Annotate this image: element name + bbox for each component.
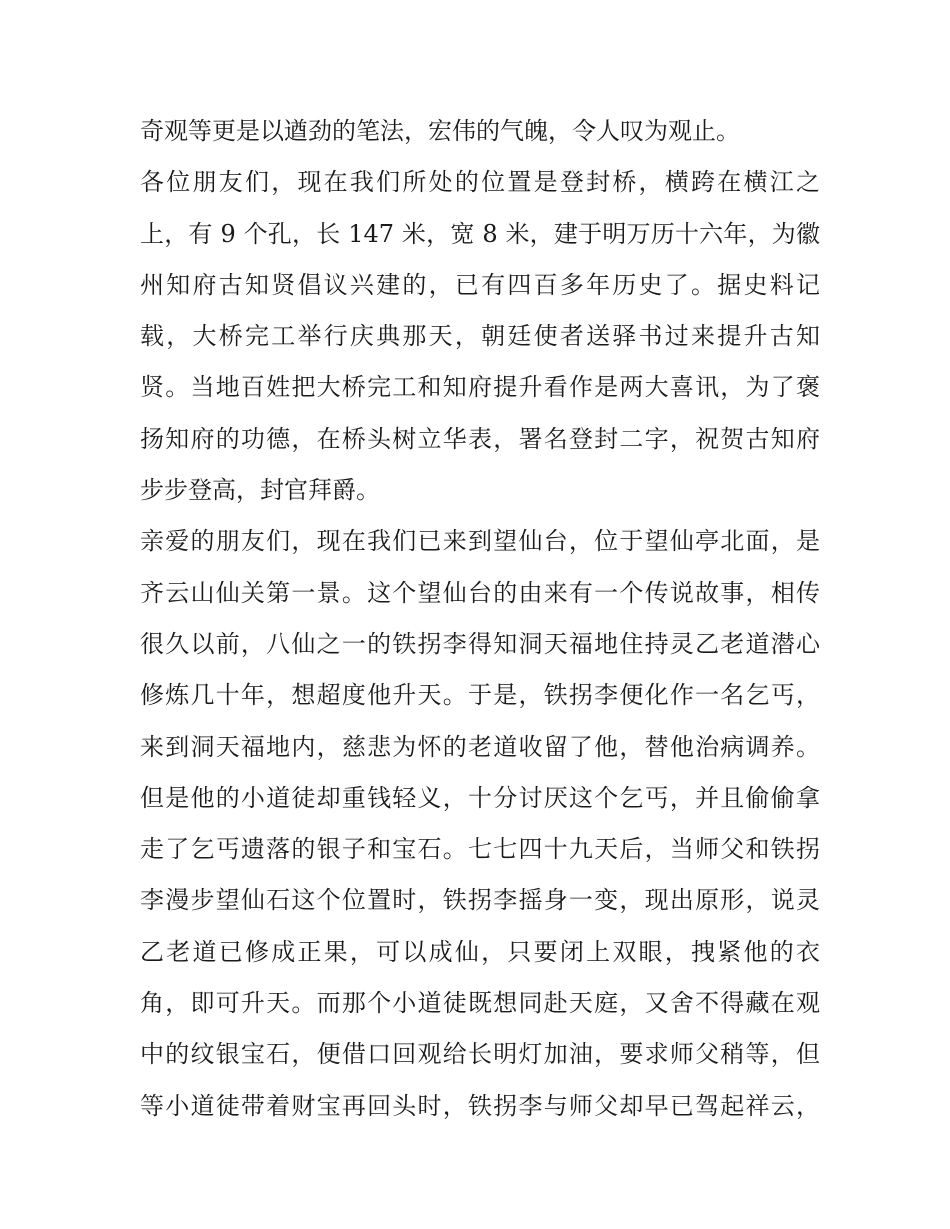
text-line: 等小道徒带着财宝再回头时，铁拐李与师父却早已驾起祥云，: [140, 1091, 820, 1120]
text-line: 走了乞丐遗落的银子和宝石。七七四十九天后，当师父和铁拐: [140, 835, 820, 864]
text-line: 步步登高，封官拜爵。: [140, 476, 380, 505]
text-line: 各位朋友们，现在我们所处的位置是登封桥，横跨在横江之: [140, 168, 820, 197]
body-text: [140, 109, 820, 1135]
text-line: 修炼几十年，想超度他升天。于是，铁拐李便化作一名乞丐，: [140, 681, 820, 710]
text-line: 上，有 9 个孔，长 147 米，宽 8 米，建于明万历十六年，为徽: [140, 219, 820, 248]
text-line: 角，即可升天。而那个小道徒既想同赴天庭，又舍不得藏在观: [140, 989, 820, 1018]
text-line: 李漫步望仙石这个位置时，铁拐李摇身一变，现出原形，说灵: [140, 886, 820, 915]
text-line: 载，大桥完工举行庆典那天，朝廷使者送驿书过来提升古知: [140, 322, 820, 351]
text-line: 齐云山仙关第一景。这个望仙台的由来有一个传说故事，相传: [140, 578, 820, 607]
text-line: 奇观等更是以遒劲的笔法，宏伟的气魄，令人叹为观止。: [140, 117, 740, 145]
text-line: 很久以前，八仙之一的铁拐李得知洞天福地住持灵乙老道潜心: [140, 629, 820, 658]
text-line: 来到洞天福地内，慈悲为怀的老道收留了他，替他治病调养。: [140, 732, 820, 761]
text-line: 乙老道已修成正果，可以成仙，只要闭上双眼，拽紧他的衣: [140, 937, 820, 966]
text-line: 亲爱的朋友们，现在我们已来到望仙台，位于望仙亭北面，是: [140, 527, 820, 556]
text-line: 扬知府的功德，在桥头树立华表，署名登封二字，祝贺古知府: [140, 424, 820, 453]
text-line: 但是他的小道徒却重钱轻义，十分讨厌这个乞丐，并且偷偷拿: [140, 783, 820, 812]
text-line: 贤。当地百姓把大桥完工和知府提升看作是两大喜讯，为了褒: [140, 373, 820, 402]
text-line: 州知府古知贤倡议兴建的，已有四百多年历史了。据史料记: [140, 270, 820, 299]
text-line: 中的纹银宝石，便借口回观给长明灯加油，要求师父稍等，但: [140, 1040, 820, 1069]
